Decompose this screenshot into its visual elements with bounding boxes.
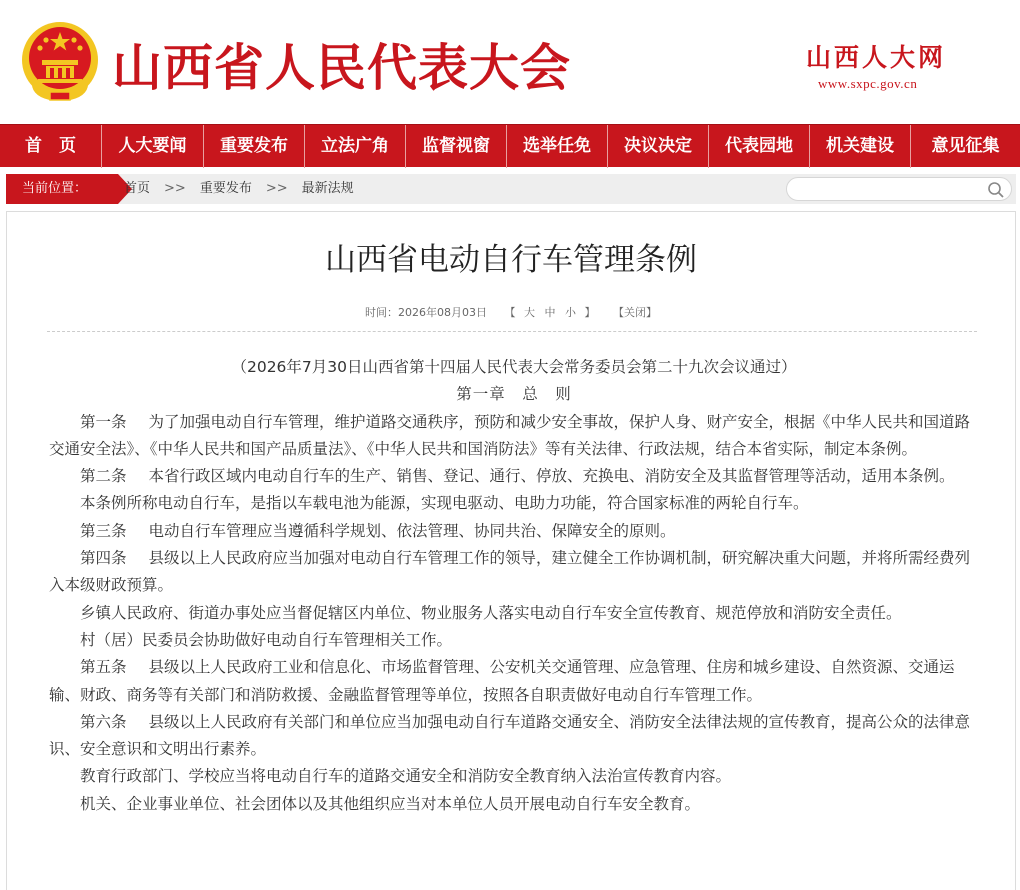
chapter-heading: 第一章 总 则: [456, 385, 572, 404]
brand-url[interactable]: www.sxpc.gov.cn: [818, 76, 918, 91]
article-paragraph: [49, 463, 979, 490]
paragraph-text: 县级以上人民政府工业和信息化、市场监督管理、公安机关交通管理、应急管理、住房和城乡建设、自然资源、交通运输、财政、商务等有关部门和消防救援、金融监督管理等单位，按照各自职责做好电动自行车管理工作。: [49, 658, 955, 704]
publish-time: 时间：2026年08月03日: [365, 306, 487, 319]
paragraph-text: 乡镇人民政府、街道办事处应当督促辖区内单位、物业服务人落实电动自行车安全宣传教育、规范停放和消防安全责任。: [80, 603, 902, 622]
article-paragraph: [49, 518, 979, 545]
bracket-open: 【: [504, 306, 516, 319]
breadcrumb-home[interactable]: 首页: [124, 181, 151, 196]
breadcrumb-label: 当前位置：: [6, 174, 118, 204]
search-input[interactable]: [797, 180, 977, 198]
article-paragraph: [49, 709, 979, 764]
paragraph-text: 县级以上人民政府有关部门和单位应当加强电动自行车道路交通安全、消防安全法律法规的宣传教育，提高公众的法律意识、安全意识和文明出行素养。: [49, 712, 971, 759]
article-paragraph: [49, 654, 979, 709]
breadcrumb-separator: >>: [164, 181, 186, 196]
nav-item-opinions[interactable]: 意见征集: [931, 136, 1000, 156]
article-paragraph: [49, 545, 979, 600]
main-nav: [0, 124, 1020, 167]
paragraph-text: 机关、企业事业单位、社会团体以及其他组织应当对本单位人员开展电动自行车安全教育。: [80, 794, 701, 813]
article-number: 第三条: [80, 521, 127, 540]
article-panel: [6, 211, 1016, 890]
paragraph-text: 县级以上人民政府应当加强对电动自行车管理工作的领导，建立健全工作协调机制，研究解决重大问题，并将所需经费列入本级财政预算。: [49, 549, 971, 595]
breadcrumb-latest-laws[interactable]: 最新法规: [301, 181, 354, 196]
nav-item-organization[interactable]: 机关建设: [810, 125, 911, 168]
breadcrumb-separator: >>: [265, 181, 288, 196]
nav-item-supervision[interactable]: 监督视窗: [406, 125, 507, 168]
article-title: 山西省电动自行车管理条例: [325, 242, 697, 278]
adoption-note: （2026年7月30日山西省第十四届人民代表大会常务委员会第二十九次会议通过）: [231, 358, 797, 376]
breadcrumb-releases[interactable]: 重要发布: [199, 181, 252, 196]
article-paragraph: [49, 600, 979, 627]
nav-item-home[interactable]: 首 页: [0, 125, 102, 168]
paragraph-text: 本省行政区域内电动自行车的生产、销售、登记、通行、停放、充换电、消防安全及其监督管理等活动，适用本条例。: [148, 467, 955, 486]
nav-item-elections[interactable]: 选举任免: [507, 125, 608, 168]
font-size-switcher: [503, 306, 602, 319]
paragraph-text: 为了加强电动自行车管理，维护道路交通秩序，预防和减少安全事故，保护人身、财产安全，根据《中华人民共和国道路交通安全法》、《中华人民共和国产品质量法》、《中华人民共和国消防法》等有关法律、行政法规，结合本省实际，制定本条例。: [49, 412, 971, 458]
article-paragraph: [49, 490, 979, 517]
site-header: [0, 0, 1020, 124]
article-body: [49, 354, 979, 818]
search-box: [786, 177, 1012, 201]
article-paragraph: [49, 627, 979, 654]
breadcrumb-bar: [6, 174, 1016, 204]
article-paragraph: [49, 791, 979, 818]
paragraph-text: 电动自行车管理应当遵循科学规划、依法管理、协同共治、保障安全的原则。: [148, 521, 676, 540]
font-size-small-button[interactable]: 小: [565, 306, 576, 319]
article-number: 第六条: [80, 712, 127, 731]
nav-item-releases[interactable]: 重要发布: [204, 125, 305, 168]
breadcrumb: [124, 174, 354, 204]
bracket-close: 】: [584, 306, 596, 319]
article-number: 第五条: [80, 658, 127, 677]
article-number: 第一条: [80, 412, 127, 431]
font-size-medium-button[interactable]: 中: [544, 306, 556, 319]
article-meta: [7, 304, 1015, 320]
nav-item-resolutions[interactable]: 决议决定: [608, 125, 709, 168]
paragraph-text: 教育行政部门、学校应当将电动自行车的道路交通安全和消防安全教育纳入法治宣传教育内容。: [80, 767, 732, 786]
national-emblem-icon: [20, 18, 100, 102]
nav-item-deputies[interactable]: 代表园地: [709, 125, 810, 168]
article-number: 第二条: [80, 467, 127, 486]
brand-name[interactable]: 山西人大网: [806, 43, 947, 72]
nav-item-legislation[interactable]: 立法广角: [305, 125, 406, 168]
nav-item-news[interactable]: 人大要闻: [102, 125, 204, 168]
article-paragraph: [49, 409, 979, 464]
divider: [47, 331, 977, 332]
paragraph-text: 村（居）民委员会协助做好电动自行车管理相关工作。: [80, 630, 453, 649]
font-size-large-button[interactable]: 大: [524, 306, 535, 319]
search-icon[interactable]: [987, 181, 1005, 199]
article-paragraph: [49, 763, 979, 790]
site-title: 山西省人民代表大会: [112, 38, 571, 97]
close-button[interactable]: 【关闭】: [613, 306, 657, 319]
article-number: 第四条: [80, 549, 127, 568]
paragraph-text: 本条例所称电动自行车，是指以车载电池为能源，实现电驱动、电助力功能，符合国家标准的两轮自行车。: [80, 494, 809, 513]
